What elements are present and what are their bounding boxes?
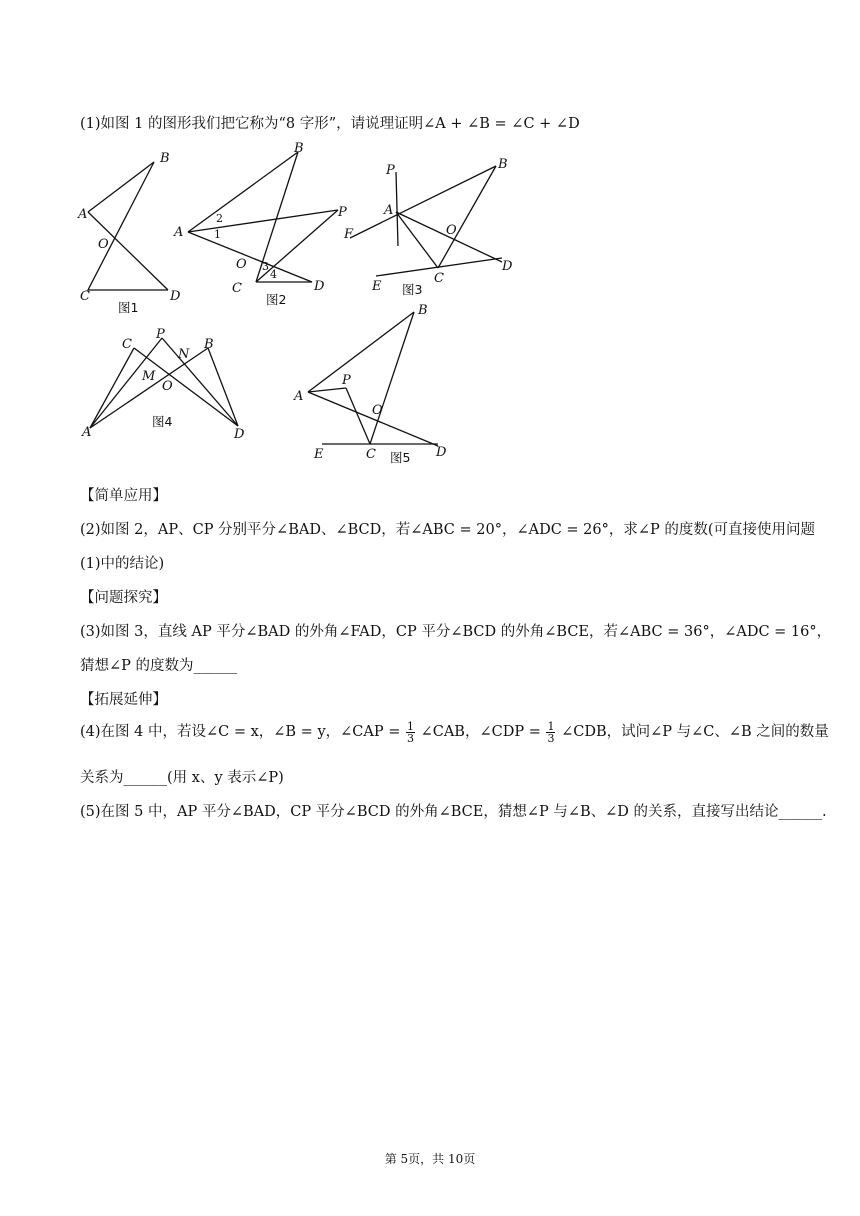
fig5-label-a: A bbox=[294, 389, 304, 404]
page-footer: 第 5页，共 10页 bbox=[384, 1152, 476, 1166]
section-extension: 【拓展延伸】 bbox=[80, 692, 167, 708]
fig4-label-n: N bbox=[178, 347, 190, 362]
fig3-label-e: E bbox=[372, 279, 382, 294]
fig3-caption: 图3 bbox=[402, 282, 423, 297]
q4-frac-1-den: 3 bbox=[406, 731, 414, 745]
q4-frac-2-den: 3 bbox=[547, 731, 555, 745]
fig2-caption: 图2 bbox=[266, 292, 287, 307]
fig5-label-o: O bbox=[372, 403, 383, 418]
fig5-caption: 图5 bbox=[390, 450, 411, 465]
question-2-line-2: (1)中的结论) bbox=[80, 556, 165, 572]
fig1-label-a: A bbox=[78, 207, 88, 222]
fig1-label-o: O bbox=[98, 237, 109, 252]
fig2-label-a: A bbox=[174, 225, 184, 240]
fig4-label-a: A bbox=[82, 425, 92, 440]
fig3-label-b: B bbox=[498, 157, 508, 172]
q4-frac-1-num: 1 bbox=[406, 719, 414, 733]
fig2-angle-2: 2 bbox=[216, 212, 223, 225]
q4-fraction-1 bbox=[406, 721, 415, 744]
question-3-line-1: (3)如图 3，直线 AP 平分∠BAD 的外角∠FAD，CP 平分∠BCD 的外角∠BCE，若∠ABC = 36°，∠ADC = 16°， bbox=[80, 624, 832, 640]
fig1-lines bbox=[88, 162, 168, 290]
fig2-label-b: B bbox=[294, 141, 304, 156]
fig2-angle-1: 1 bbox=[214, 228, 221, 241]
q4-text-c: ∠CDB，试问∠P 与∠C、∠B 之间的数量 bbox=[561, 724, 829, 740]
figure-3 bbox=[340, 150, 520, 300]
section-simple-application: 【简单应用】 bbox=[80, 488, 167, 504]
fig5-label-c: C bbox=[366, 447, 376, 462]
question-4-line-1 bbox=[80, 720, 829, 744]
fig5-label-p: P bbox=[342, 373, 351, 388]
q4-frac-2-num: 1 bbox=[547, 719, 555, 733]
fig1-label-c: C bbox=[80, 289, 90, 304]
fig5-label-e: E bbox=[314, 447, 324, 462]
fig4-label-m: M bbox=[142, 369, 156, 384]
fig5-label-d: D bbox=[436, 445, 447, 460]
fig3-label-p: P bbox=[386, 163, 395, 178]
fig4-label-o: O bbox=[162, 379, 173, 394]
fig1-label-d: D bbox=[170, 289, 181, 304]
q4-text-a: (4)在图 4 中，若设∠C = x，∠B = y，∠CAP = bbox=[80, 724, 401, 740]
fig4-label-c: C bbox=[122, 337, 132, 352]
figure-4 bbox=[76, 322, 266, 442]
fig4-label-d: D bbox=[234, 427, 245, 442]
fig3-label-a: A bbox=[384, 203, 394, 218]
question-2-line-1: (2)如图 2，AP、CP 分别平分∠BAD、∠BCD，若∠ABC = 20°，∠ADC = 26°，求∠P 的度数(可直接使用问题 bbox=[80, 522, 816, 538]
fig3-label-o: O bbox=[446, 223, 457, 238]
fig3-label-d: D bbox=[502, 259, 513, 274]
figure-5 bbox=[290, 296, 470, 468]
fig2-label-c: C bbox=[232, 281, 242, 296]
section-problem-exploration: 【问题探究】 bbox=[80, 590, 167, 606]
fig5-label-b: B bbox=[418, 303, 428, 318]
question-4-line-2: 关系为______(用 x、y 表示∠P) bbox=[80, 770, 284, 786]
fig2-angle-3: 3 bbox=[262, 260, 269, 273]
question-3-line-2: 猜想∠P 的度数为______ bbox=[80, 658, 238, 674]
fig3-label-f: F bbox=[344, 227, 354, 242]
figure-2 bbox=[170, 138, 360, 314]
fig4-label-b: B bbox=[204, 337, 214, 352]
fig1-caption: 图1 bbox=[118, 300, 139, 314]
fig2-label-o: O bbox=[236, 257, 247, 272]
fig4-caption: 图4 bbox=[152, 414, 173, 429]
question-1: (1)如图 1 的图形我们把它称为“8 字形”，请说理证明∠A + ∠B = ∠C + ∠D bbox=[80, 116, 580, 132]
fig1-label-b: B bbox=[160, 151, 170, 166]
fig2-angle-4: 4 bbox=[270, 268, 277, 281]
fig2-label-p: P bbox=[338, 205, 347, 220]
fig4-label-p: P bbox=[156, 327, 165, 342]
question-5: (5)在图 5 中，AP 平分∠BAD，CP 平分∠BCD 的外角∠BCE，猜想∠P 与∠B、∠D 的关系，直接写出结论______. bbox=[80, 804, 827, 820]
q4-fraction-2 bbox=[546, 721, 555, 744]
fig2-label-d: D bbox=[314, 279, 325, 294]
q4-text-b: ∠CAB，∠CDP = bbox=[420, 724, 541, 740]
fig3-label-c: C bbox=[434, 271, 444, 286]
